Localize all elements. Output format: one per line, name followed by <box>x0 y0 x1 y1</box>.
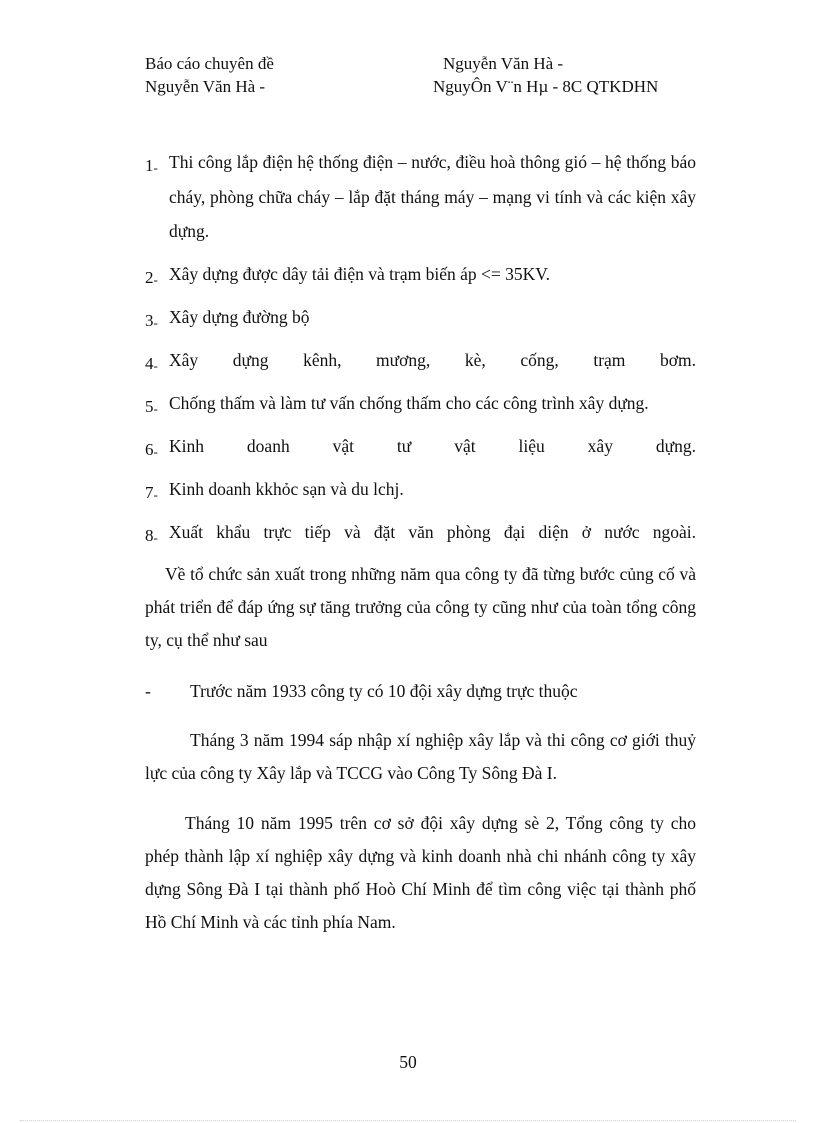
dash-item-text: Trước năm 1933 công ty có 10 đội xây dựng trực thuộc <box>190 680 578 701</box>
dash-marker: - <box>145 680 151 701</box>
paragraph-merger: Tháng 3 năm 1994 sáp nhập xí nghiệp xây lắp và thi công cơ giới thuỷ lực của công ty Xây lắp và TCCG vào Công Ty Sông Đà I. <box>145 729 696 783</box>
list-item-text: Chống thấm và làm tư vấn chống thấm cho các công trình xây dựng. <box>169 393 649 413</box>
list-number: 4 - <box>145 347 158 383</box>
bottom-divider <box>20 1120 796 1121</box>
list-number: 5 - <box>145 390 158 426</box>
list-item-text: Thi công lắp điện hệ thống điện – nước, điều hoà thông gió – hệ thống báo cháy, phòng chữa cháy – lắp đặt tháng máy – mạng vi tính và các kiện xây dựng. <box>169 152 696 241</box>
header-left-line1: Báo cáo chuyên đề <box>145 54 274 73</box>
list-number: 6 - <box>145 433 158 469</box>
header-left-line2: Nguyễn Văn Hà - <box>145 77 266 96</box>
dash-list-item <box>145 675 696 708</box>
list-item <box>145 257 696 292</box>
paragraph-branch: Tháng 10 năm 1995 trên cơ sở đội xây dựng sè 2, Tổng công ty cho phép thành lập xí nghiệp xây dựng và kinh doanh nhà chi nhánh công ty xây dựng Sông Đà I tại thành phố Hoò Chí Minh để tìm công việc tại thành phố Hồ Chí Minh và các tỉnh phía Nam. <box>145 813 696 932</box>
list-item <box>145 386 696 421</box>
list-item <box>145 145 696 249</box>
list-item-text: Xây dựng được dây tải điện và trạm biến áp <= 35KV. <box>169 264 551 284</box>
list-item-text: Xây dựng đường bộ <box>169 307 310 327</box>
list-item-text: Kinh doanh vật tư vật liệu xây dựng. <box>169 436 696 456</box>
list-item-text: Kinh doanh kkhỏc sạn và du lchj. <box>169 479 404 499</box>
list-number: 1 - <box>145 149 158 185</box>
list-number: 7 - <box>145 476 158 512</box>
paragraph-organization: Về tổ chức sản xuất trong những năm qua công ty đã từng bước củng cố và phát triển để đáp ứng sự tăng trưởng của công ty cũng như của toàn tổng công ty, cụ thể như sau <box>145 564 696 650</box>
list-number: 3 - <box>145 304 158 340</box>
header-right-line2: NguyÔn V¨n Hµ - 8C QTKDHN <box>433 77 659 96</box>
header-right-line1: Nguyễn Văn Hà - <box>443 54 564 73</box>
list-item <box>145 300 696 335</box>
list-item <box>145 515 696 550</box>
body-text <box>145 145 696 957</box>
list-item <box>145 429 696 464</box>
list-number: 8 - <box>145 519 158 555</box>
list-item <box>145 343 696 378</box>
list-item-text: Xây dựng kênh, mương, kè, cống, trạm bơm. <box>169 350 696 370</box>
list-number: 2 - <box>145 261 158 297</box>
list-item <box>145 472 696 507</box>
list-item-text: Xuất khẩu trực tiếp và đặt văn phòng đại diện ở nước ngoài. <box>169 522 696 542</box>
page-number: 50 <box>399 1052 417 1072</box>
